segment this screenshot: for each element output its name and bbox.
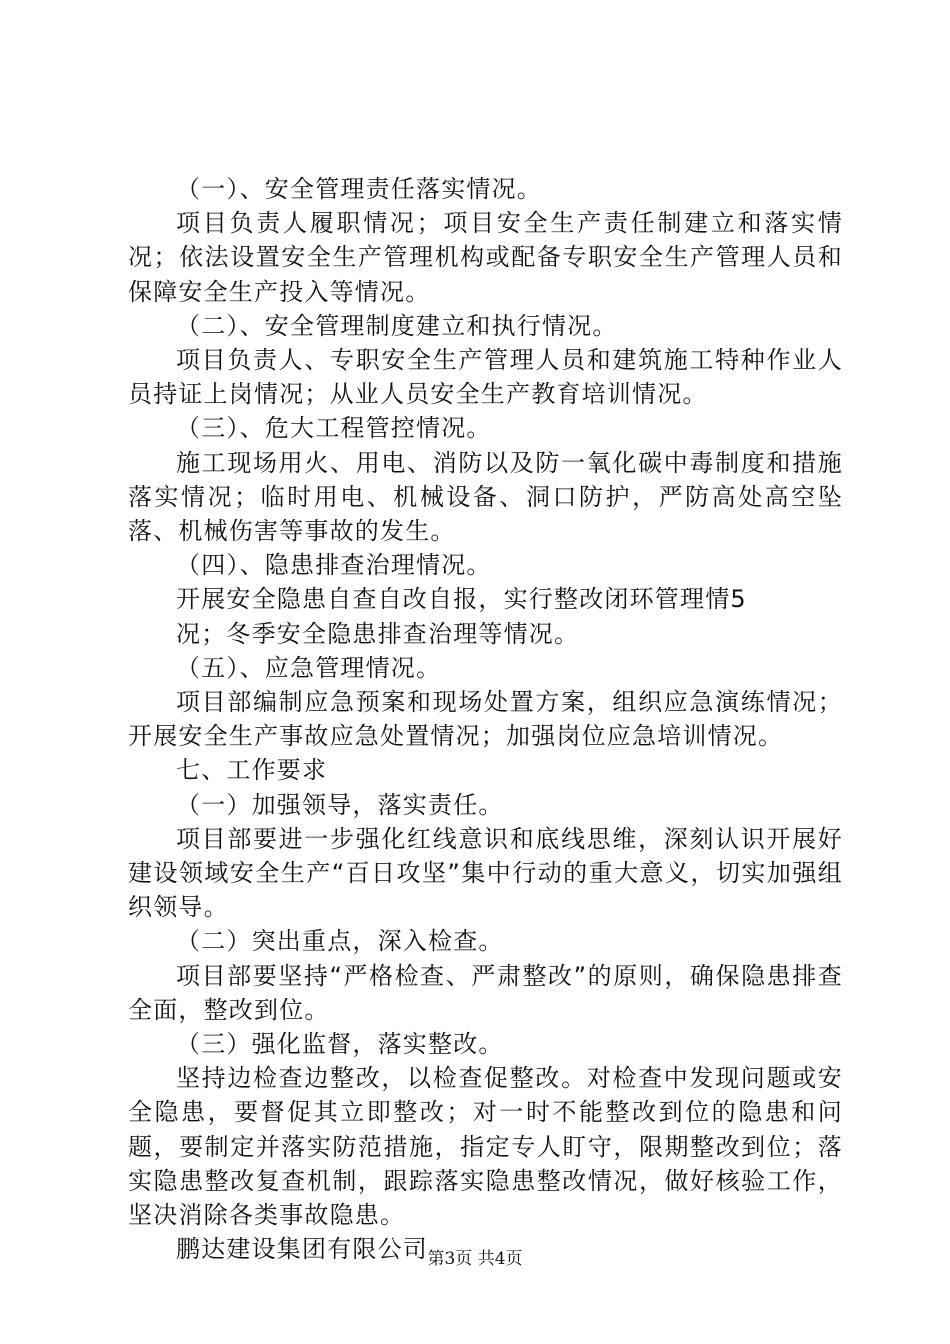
section-heading-4: （四）、隐患排查治理情况。	[176, 551, 492, 580]
section-body-4b: 况；冬季安全隐患排查治理等情况。	[176, 619, 580, 648]
requirement-heading-3: （三）强化监督，落实整改。	[176, 1030, 504, 1059]
requirement-heading-2: （二）突出重点，深入检查。	[176, 927, 504, 956]
requirement-heading-1: （一）加强领导，落实责任。	[176, 790, 504, 819]
document-body	[128, 172, 843, 1267]
section-heading-5: （五）、应急管理情况。	[176, 653, 442, 682]
company-signature: 鹏达建设集团有限公司	[176, 1235, 428, 1264]
chapter-heading-7: 七、工作要求	[176, 756, 328, 785]
section-heading-1: （一）、安全管理责任落实情况。	[176, 175, 542, 203]
requirement-body-3: 坚持边检查边整改，以检查促整改。对检查中发现问题或安全隐患，要督促其立即整改；对一时不能整改到位的隐患和问题，要制定并落实防范措施，指定专人盯守，限期整改到位；落实隐患整改复查机制，跟踪落实隐患整改情况，做好核验工作，坚决消除各类事故隐患。	[128, 1064, 843, 1230]
requirement-body-2: 项目部要坚持“严格检查、严肃整改”的原则，确保隐患排查全面，整改到位。	[128, 961, 843, 1024]
page-number-footer: 第3页 共4页	[427, 1249, 523, 1269]
section-heading-3: （三）、危大工程管控情况。	[176, 414, 492, 443]
section-heading-2: （二）、安全管理制度建立和执行情况。	[176, 311, 618, 340]
section-body-2: 项目负责人、专职安全生产管理人员和建筑施工特种作业人员持证上岗情况；从业人员安全生产教育培训情况。	[128, 346, 843, 409]
section-body-5: 项目部编制应急预案和现场处置方案，组织应急演练情况；开展安全生产事故应急处置情况；加强岗位应急培训情况。	[128, 688, 843, 751]
section-body-4a: 开展安全隐患自查自改自报，实行整改闭环管理情5	[176, 585, 747, 614]
section-body-1: 项目负责人履职情况；项目安全生产责任制建立和落实情况；依法设置安全生产管理机构或配备专职安全生产管理人员和保障安全生产投入等情况。	[128, 209, 843, 306]
requirement-body-1: 项目部要进一步强化红线意识和底线思维，深刻认识开展好建设领域安全生产“百日攻坚”集中行动的重大意义，切实加强组织领导。	[128, 824, 843, 922]
section-body-3: 施工现场用火、用电、消防以及防一氧化碳中毒制度和措施落实情况；临时用电、机械设备、洞口防护，严防高处高空坠落、机械伤害等事故的发生。	[128, 448, 843, 546]
